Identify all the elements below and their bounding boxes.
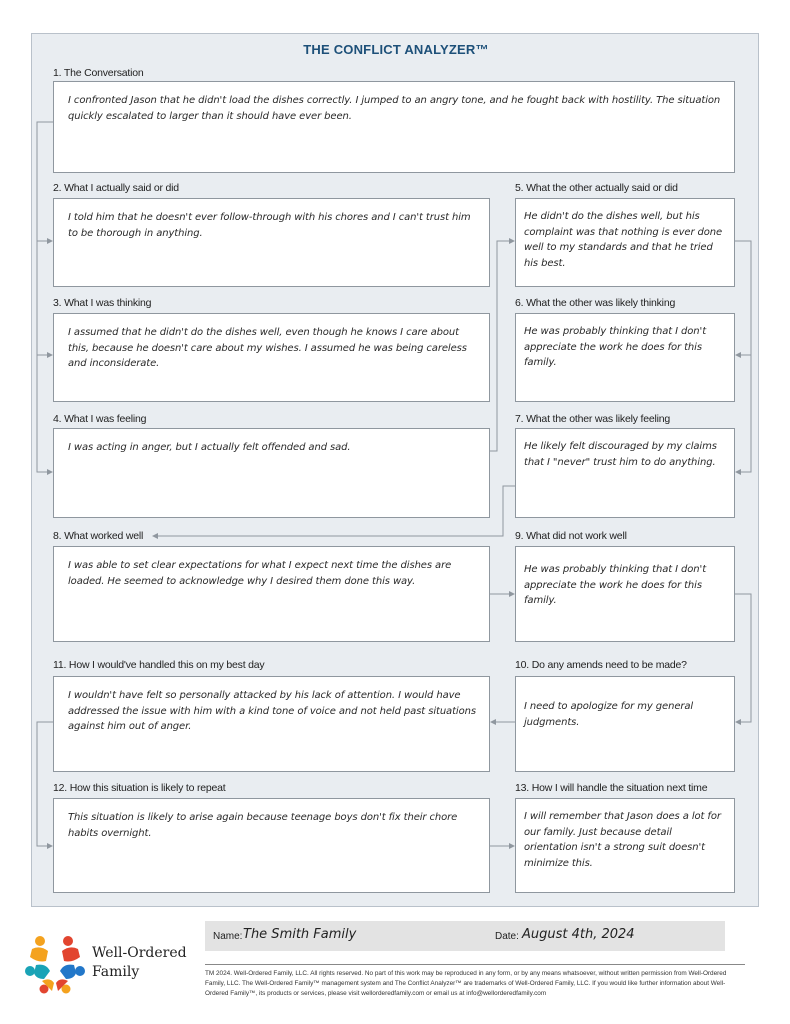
section-2-text: I told him that he doesn't ever follow-through with his chores and I can't trust him to be thorough in anything. [68, 212, 471, 239]
section-5-box[interactable] [515, 198, 735, 287]
section-5-text: He didn't do the dishes well, but his complaint was that nothing is ever done well to my standards and that he tried his best. [524, 211, 723, 269]
brand-name [92, 944, 187, 982]
section-11-box[interactable] [53, 676, 490, 772]
section-8-box[interactable] [53, 546, 490, 642]
section-6-text: He was probably thinking that I don't appreciate the work he does for this family. [524, 326, 707, 368]
section-6-box[interactable] [515, 313, 735, 402]
section-1-label: 1. The Conversation [53, 67, 144, 79]
section-7-box[interactable] [515, 428, 735, 518]
brand-line-1: Well-Ordered [92, 945, 187, 961]
section-12-box[interactable] [53, 798, 490, 893]
date-label: Date: [495, 931, 519, 942]
section-5-label: 5. What the other actually said or did [515, 182, 678, 194]
section-10-text: I need to apologize for my general judgments. [524, 701, 694, 728]
section-13-text: I will remember that Jason does a lot for our family. Just because detail orientation isn't a strong suit doesn't minimize this. [524, 811, 721, 869]
section-12-label: 12. How this situation is likely to repeat [53, 782, 226, 794]
legal-notice: TM 2024. Well-Ordered Family, LLC. All rights reserved. No part of this work may be reproduced in any form, or by any means whatsoever, without written permission from Well-Ordered Family, LLC. The Well-Ordered Family™ management system and The Conflict Analyzer™ are trademarks of Well-Ordered Family, LLC. If you would like further information about Well-Ordered Family™, its products or services, please visit wellorderedfamily.com or email us at info@wellorderedfamily.com [205, 964, 745, 999]
section-6-label: 6. What the other was likely thinking [515, 297, 676, 309]
date-value[interactable]: August 4th, 2024 [522, 927, 635, 942]
section-10-box[interactable] [515, 676, 735, 772]
name-value[interactable]: The Smith Family [243, 927, 357, 942]
section-13-box[interactable] [515, 798, 735, 893]
brand-line-2: Family [92, 964, 140, 980]
section-9-box[interactable] [515, 546, 735, 642]
section-10-label: 10. Do any amends need to be made? [515, 659, 687, 671]
name-date-bar [205, 921, 725, 951]
section-8-label: 8. What worked well [53, 530, 144, 542]
section-1-box[interactable] [53, 81, 735, 173]
section-7-label: 7. What the other was likely feeling [515, 413, 671, 425]
section-4-text: I was acting in anger, but I actually felt offended and sad. [68, 442, 351, 453]
section-4-label: 4. What I was feeling [53, 413, 147, 425]
section-3-box[interactable] [53, 313, 490, 402]
section-3-label: 3. What I was thinking [53, 297, 152, 309]
section-9-text: He was probably thinking that I don't appreciate the work he does for this family. [524, 564, 707, 606]
section-13-label: 13. How I will handle the situation next time [515, 782, 708, 794]
name-label: Name: [213, 931, 243, 942]
section-2-label: 2. What I actually said or did [53, 182, 179, 194]
section-11-label: 11. How I would've handled this on my best day [53, 659, 265, 671]
section-11-text: I wouldn't have felt so personally attacked by his lack of attention. I would have addressed the issue with him with a kind tone of voice and not held past situations against him out of anger. [68, 690, 476, 732]
well-ordered-family-logo [22, 933, 88, 995]
worksheet-title: THE CONFLICT ANALYZER™ [303, 42, 489, 57]
section-1-text: I confronted Jason that he didn't load the dishes correctly. I jumped to an angry tone, and he fought back with hostility. The situation quickly escalated to larger than it should have ever been. [68, 95, 721, 122]
section-4-box[interactable] [53, 428, 490, 518]
section-9-label: 9. What did not work well [515, 530, 627, 542]
section-8-text: I was able to set clear expectations for what I expect next time the dishes are loaded. He seemed to acknowledge why I desired them done this way. [68, 560, 452, 587]
section-7-text: He likely felt discouraged by my claims that I "never" trust him to do anything. [524, 441, 717, 468]
section-3-text: I assumed that he didn't do the dishes well, even though he knows I care about this, because he doesn't care about my wishes. I assumed he was being careless and inconsiderate. [68, 327, 467, 369]
section-12-text: This situation is likely to arise again because teenage boys don't fix their chore habits overnight. [68, 812, 458, 839]
section-2-box[interactable] [53, 198, 490, 287]
